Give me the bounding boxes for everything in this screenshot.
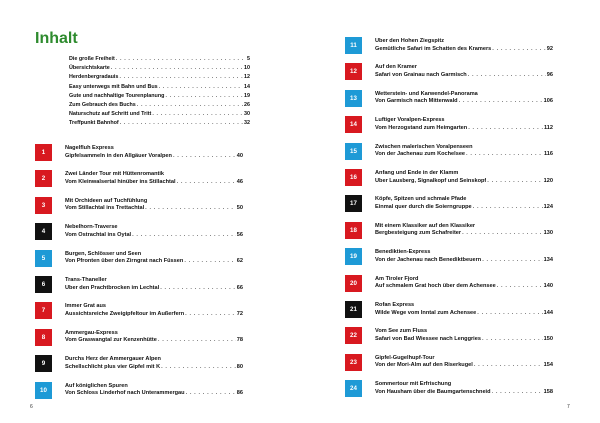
tour-title: Nebelhorn-Traverse xyxy=(65,224,118,231)
dot-leader xyxy=(120,119,243,128)
tour-subtitle-row xyxy=(375,283,553,291)
tour-subtitle-row xyxy=(375,389,553,397)
tour-subtitle-row xyxy=(375,310,553,318)
tour-entry[interactable] xyxy=(345,143,553,160)
tour-text xyxy=(375,195,553,211)
dot-leader xyxy=(177,179,236,187)
tour-text xyxy=(375,169,553,185)
dot-leader xyxy=(474,362,543,370)
tour-subtitle-row xyxy=(375,98,553,106)
tour-page: 124 xyxy=(543,203,553,210)
tour-subtitle-row xyxy=(375,204,553,212)
tour-page: 78 xyxy=(236,337,243,344)
tour-subtitle: Bergbesteigung zum Schafreiter xyxy=(375,230,462,237)
tour-subtitle-row xyxy=(65,205,243,213)
tour-title: Auf königlichen Spuren xyxy=(65,382,128,389)
dot-leader xyxy=(473,204,543,212)
tour-subtitle: Von Garmisch nach Mittenwald xyxy=(375,98,458,105)
tour-subtitle-row xyxy=(65,311,243,319)
tour-text xyxy=(65,144,243,160)
tour-number-badge: 21 xyxy=(345,301,362,318)
tour-page: 116 xyxy=(543,151,553,158)
tour-text xyxy=(375,63,553,79)
dot-leader xyxy=(492,46,545,54)
tour-page: 96 xyxy=(546,71,553,78)
tour-text xyxy=(375,275,553,291)
tour-title: Sommertour mit Erfrischung xyxy=(375,381,452,388)
tour-entry[interactable] xyxy=(345,327,553,344)
tour-number-badge: 10 xyxy=(35,382,52,399)
intro-item-label: Treffpunkt Bahnhof xyxy=(69,120,119,127)
tour-subtitle: Von der Jachenau nach Benediktbeuern xyxy=(375,256,482,263)
tour-title: Benediktien-Express xyxy=(375,249,431,256)
tour-subtitle: Über Lausberg, Signalkopf und Seinskopf xyxy=(375,177,487,184)
tour-title: Mit einem Klassiker auf den Klassiker xyxy=(375,222,476,229)
tour-entry[interactable] xyxy=(345,169,553,186)
intro-item-label: Easy unterwegs mit Bahn und Bus xyxy=(69,83,158,90)
tour-text xyxy=(375,90,553,106)
tour-entry[interactable] xyxy=(345,195,553,212)
tour-title: Über den Hohen Ziegspitz xyxy=(375,38,444,44)
dot-leader xyxy=(184,258,235,266)
tour-number-badge: 8 xyxy=(35,329,52,346)
tour-subtitle-row xyxy=(375,230,553,238)
tour-entry[interactable] xyxy=(35,223,243,240)
tour-subtitle: Vom Ostrachtal ins Oytal xyxy=(65,231,132,238)
tour-subtitle-row xyxy=(65,390,243,398)
tour-entry[interactable] xyxy=(345,354,553,371)
tour-entry[interactable] xyxy=(35,170,243,187)
tour-subtitle-row xyxy=(375,46,553,54)
intro-item[interactable] xyxy=(69,119,250,128)
dot-leader xyxy=(160,285,236,293)
dot-leader xyxy=(161,364,236,372)
tour-subtitle: Wilde Wege vom Inntal zum Achensee xyxy=(375,309,477,316)
tour-text xyxy=(375,380,553,396)
tour-text xyxy=(65,302,243,318)
tour-number-badge: 24 xyxy=(345,380,362,397)
tour-title: Vom See zum Fluss xyxy=(375,328,428,335)
tour-page: 150 xyxy=(543,335,553,342)
tour-text xyxy=(375,143,553,159)
tour-text xyxy=(65,250,243,266)
intro-item-label: Übersichtskarte xyxy=(69,65,110,72)
tour-text xyxy=(375,248,553,264)
tour-page: 86 xyxy=(236,390,243,397)
tour-subtitle-row xyxy=(375,362,553,370)
tour-page: 154 xyxy=(543,362,553,369)
dot-leader xyxy=(132,232,236,240)
tour-entry[interactable] xyxy=(35,197,243,214)
dot-leader xyxy=(152,110,243,119)
intro-item-page: 19 xyxy=(244,92,250,99)
dot-leader xyxy=(468,125,543,133)
intro-list xyxy=(69,55,250,129)
tour-text xyxy=(375,354,553,370)
tour-subtitle: Auf schmalem Grat hoch über dem Achensee xyxy=(375,283,496,290)
dot-leader xyxy=(482,336,543,344)
tour-entry[interactable] xyxy=(345,63,553,80)
tour-title: Rofan Express xyxy=(375,302,415,308)
tour-number-badge: 1 xyxy=(35,144,52,161)
tour-text xyxy=(375,116,553,132)
tour-number-badge: 22 xyxy=(345,327,362,344)
tour-subtitle-row xyxy=(375,125,553,133)
tour-number-badge: 14 xyxy=(345,116,362,133)
tour-number-badge: 3 xyxy=(35,197,52,214)
tour-subtitle-row xyxy=(375,72,553,80)
tour-subtitle: Safari von Bad Wiessee nach Lenggries xyxy=(375,335,481,342)
intro-item-label: Zum Gebrauch des Buchs xyxy=(69,101,136,108)
tour-subtitle: Einmal quer durch die Soierngruppe xyxy=(375,203,472,210)
dot-leader xyxy=(111,64,243,73)
tour-title: Wetterstein- und Karwendel-Panorama xyxy=(375,90,478,97)
tour-text xyxy=(375,327,553,343)
intro-item-label: Die große Freiheit xyxy=(69,56,115,62)
tour-title: Trans-Thaneller xyxy=(65,277,107,283)
tour-page: 140 xyxy=(543,283,553,290)
tour-page: 134 xyxy=(543,256,553,263)
tour-text xyxy=(375,222,553,238)
tour-page: 112 xyxy=(543,124,553,131)
tour-entry[interactable] xyxy=(35,382,243,399)
tour-subtitle: Gemütliche Safari im Schatten des Kramers xyxy=(375,45,492,52)
tour-text xyxy=(65,382,243,398)
tour-page: 130 xyxy=(543,230,553,237)
tour-page: 120 xyxy=(543,177,553,184)
dot-leader xyxy=(165,92,243,101)
tour-text xyxy=(65,223,243,239)
tour-page: 50 xyxy=(236,205,243,212)
tour-entry[interactable] xyxy=(35,250,243,267)
tour-subtitle: Schellschlicht plus vier Gipfel mit K xyxy=(65,363,161,370)
dot-leader xyxy=(468,72,546,80)
tour-title: Ammergau-Express xyxy=(65,329,118,336)
tour-title: Luftiger Voralpen-Express xyxy=(375,117,445,124)
intro-item-page: 30 xyxy=(244,111,250,118)
tour-subtitle: Vom Graswangtal zur Kenzenhütte xyxy=(65,337,157,344)
tour-number-badge: 6 xyxy=(35,276,52,293)
tour-number-badge: 18 xyxy=(345,222,362,239)
tour-subtitle: Vom Stillachtal ins Trettachtal xyxy=(65,205,145,212)
tour-subtitle-row xyxy=(375,178,553,186)
tour-subtitle-row xyxy=(65,364,243,372)
tour-page: 40 xyxy=(236,152,243,159)
intro-item[interactable] xyxy=(69,110,250,119)
tour-page: 92 xyxy=(546,45,553,52)
dot-leader xyxy=(497,283,543,291)
tour-entry[interactable] xyxy=(35,355,243,372)
tour-title: Immer Grat aus xyxy=(65,303,107,310)
tour-entry[interactable] xyxy=(345,222,553,239)
tour-title: Durchs Herz der Ammergauer Alpen xyxy=(65,356,161,363)
page-number-left: 6 xyxy=(30,404,33,410)
tour-entry[interactable] xyxy=(35,302,243,319)
dot-leader xyxy=(462,230,543,238)
intro-item[interactable] xyxy=(69,83,250,92)
tour-number-badge: 9 xyxy=(35,355,52,372)
dot-leader xyxy=(477,310,542,318)
intro-item-page: 12 xyxy=(244,74,250,81)
tour-number-badge: 23 xyxy=(345,354,362,371)
tour-page: 66 xyxy=(236,284,243,291)
tour-subtitle: Gipfelsammeln in den Allgäuer Voralpen xyxy=(65,152,172,159)
dot-leader xyxy=(459,98,543,106)
dot-leader xyxy=(145,205,236,213)
tour-page: 106 xyxy=(543,98,553,105)
tour-subtitle-row xyxy=(65,232,243,240)
tour-title: Auf den Kramer xyxy=(375,64,417,71)
tour-subtitle-row xyxy=(65,153,243,161)
dot-leader xyxy=(137,101,243,110)
tour-subtitle-row xyxy=(65,285,243,293)
tour-title: Mit Orchideen auf Tuchfühlung xyxy=(65,197,148,204)
tour-page: 56 xyxy=(236,231,243,238)
tour-entry[interactable] xyxy=(35,276,243,293)
tour-number-badge: 4 xyxy=(35,223,52,240)
tour-subtitle: Von der Mori-Alm auf den Riserkugel xyxy=(375,362,473,369)
tour-subtitle-row xyxy=(65,258,243,266)
tour-entry[interactable] xyxy=(345,380,553,397)
tour-page: 80 xyxy=(236,363,243,370)
intro-item-page: 14 xyxy=(244,83,250,90)
intro-item-page: 26 xyxy=(244,101,250,108)
tour-subtitle-row xyxy=(65,337,243,345)
tour-number-badge: 17 xyxy=(345,195,362,212)
dot-leader xyxy=(173,153,236,161)
tour-number-badge: 2 xyxy=(35,170,52,187)
intro-item[interactable] xyxy=(69,73,250,82)
intro-item-page: 32 xyxy=(244,120,250,127)
intro-item[interactable] xyxy=(69,55,250,64)
intro-item-label: Gute und nachhaltige Tourenplanung xyxy=(69,92,165,99)
dot-leader xyxy=(159,83,243,92)
dot-leader xyxy=(487,178,542,186)
tour-title: Nagelfluh Express xyxy=(65,145,114,151)
tour-number-badge: 16 xyxy=(345,169,362,186)
tour-text xyxy=(375,301,553,317)
tour-entry[interactable] xyxy=(345,275,553,292)
dot-leader xyxy=(186,390,236,398)
tour-title: Zwei Länder Tour mit Hüttenromantik xyxy=(65,171,165,178)
tour-subtitle: Von Hausham über die Baumgartenschneid xyxy=(375,388,491,395)
tour-title: Zwischen malerischen Voralpenseen xyxy=(375,143,473,150)
tour-number-badge: 11 xyxy=(345,37,362,54)
tour-number-badge: 7 xyxy=(35,302,52,319)
tour-subtitle: Von der Jachenau zum Kochelsee xyxy=(375,151,466,158)
tour-subtitle: Vom Herzogstand zum Heimgarten xyxy=(375,124,468,131)
page-number-right: 7 xyxy=(567,404,570,410)
tour-page: 144 xyxy=(543,309,553,316)
tour-subtitle-row xyxy=(65,179,243,187)
intro-item[interactable] xyxy=(69,92,250,101)
tour-number-badge: 12 xyxy=(345,63,362,80)
tour-subtitle-row xyxy=(375,336,553,344)
tour-subtitle: Vom Kleinwalsertal hinüber ins Stillachtal xyxy=(65,178,176,185)
tour-subtitle: Von Pfronten über den Zirngrat nach Füssen xyxy=(65,258,184,265)
tour-number-badge: 13 xyxy=(345,90,362,107)
right-page xyxy=(300,0,600,423)
tour-subtitle-row xyxy=(375,151,553,159)
tour-text xyxy=(65,355,243,371)
dot-leader xyxy=(119,73,243,82)
tour-entry[interactable] xyxy=(345,37,553,54)
tour-subtitle: Über den Prachtbrocken im Lechtal xyxy=(65,284,160,291)
tour-entry[interactable] xyxy=(345,116,553,133)
dot-leader xyxy=(492,389,543,397)
tour-page: 72 xyxy=(236,310,243,317)
tour-text xyxy=(65,329,243,345)
tour-text xyxy=(65,197,243,213)
dot-leader xyxy=(116,55,246,64)
tour-text xyxy=(65,276,243,292)
page-title: Inhalt xyxy=(35,30,78,47)
tour-title: Anfang und Ende in der Klamm xyxy=(375,170,459,176)
tour-number-badge: 15 xyxy=(345,143,362,160)
intro-item[interactable] xyxy=(69,64,250,73)
tour-title: Gipfel-Gugelhupf-Tour xyxy=(375,354,435,361)
tour-subtitle: Von Schloss Linderhof nach Unterammergau xyxy=(65,390,185,397)
intro-item-page: 10 xyxy=(244,65,250,72)
tour-number-badge: 5 xyxy=(35,250,52,267)
tour-title: Burgen, Schlösser und Seen xyxy=(65,250,142,257)
tour-entry[interactable] xyxy=(345,90,553,107)
tour-entry[interactable] xyxy=(35,329,243,346)
dot-leader xyxy=(185,311,236,319)
tour-entry[interactable] xyxy=(345,248,553,265)
tour-text xyxy=(65,170,243,186)
intro-item-label: Naturschutz auf Schritt und Tritt xyxy=(69,111,152,118)
tour-text xyxy=(375,37,553,53)
tour-title: Am Tiroler Fjord xyxy=(375,275,419,282)
dot-leader xyxy=(158,337,236,345)
tour-page: 62 xyxy=(236,258,243,265)
tour-number-badge: 20 xyxy=(345,275,362,292)
intro-item[interactable] xyxy=(69,101,250,110)
dot-leader xyxy=(482,257,542,265)
tour-subtitle-row xyxy=(375,257,553,265)
tour-subtitle: Safari von Grainau nach Garmisch xyxy=(375,71,467,78)
tour-entry[interactable] xyxy=(35,144,243,161)
tour-subtitle: Aussichtsreiche Zweigipfeltour im Außerfern xyxy=(65,310,185,317)
dot-leader xyxy=(466,151,543,159)
intro-item-label: Herdenbergradauis xyxy=(69,74,119,81)
tour-page: 46 xyxy=(236,178,243,185)
tour-page: 158 xyxy=(543,388,553,395)
tour-entry[interactable] xyxy=(345,301,553,318)
intro-item-page: 5 xyxy=(247,56,250,62)
tour-title: Köpfe, Spitzen und schmale Pfade xyxy=(375,196,467,203)
tour-number-badge: 19 xyxy=(345,248,362,265)
